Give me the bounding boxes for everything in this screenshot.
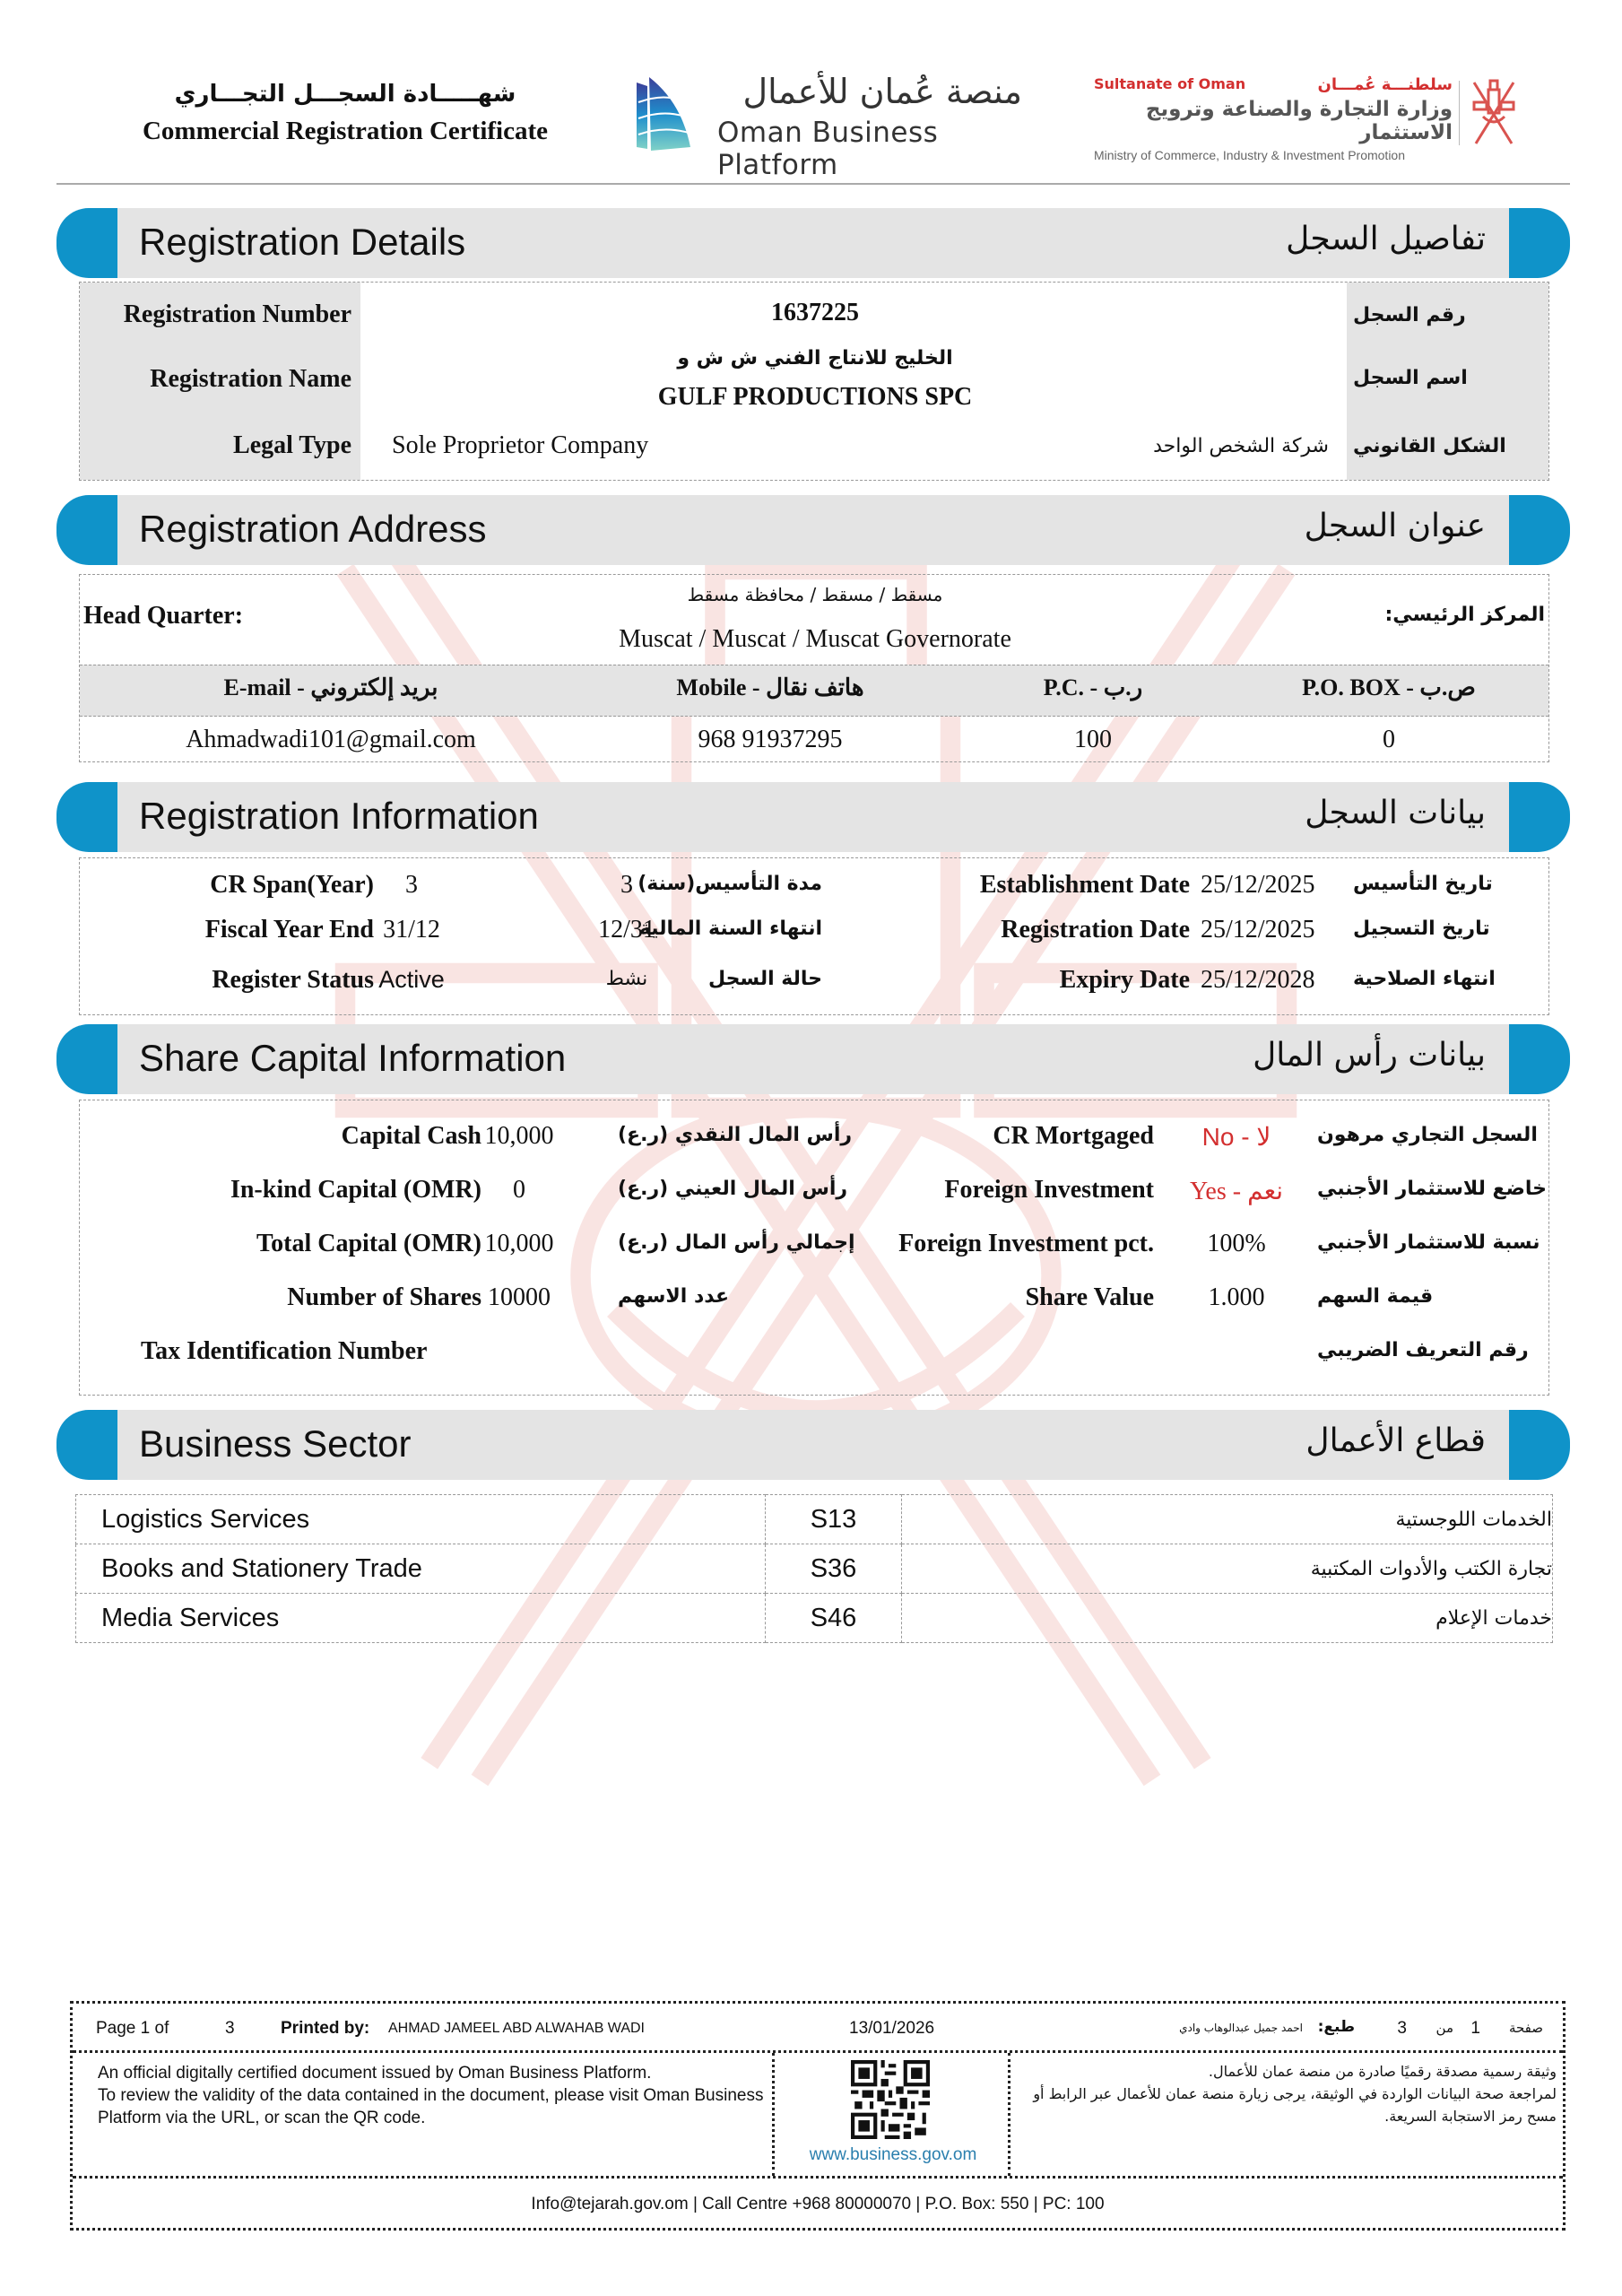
section-title-en: Share Capital Information — [139, 1037, 567, 1079]
section-title-ar: تفاصيل السجل — [1286, 221, 1486, 257]
oman-business-platform-logo — [628, 72, 1040, 181]
page-ar-total: 3 — [1397, 2019, 1407, 2038]
platform-name-ar: منصة عُمان للأعمال — [742, 72, 1022, 111]
section-title-ar: بيانات السجل — [1305, 795, 1486, 831]
section-header-share-capital — [56, 1024, 1570, 1094]
register-status-value: Active — [378, 966, 445, 993]
sector-name-en: Books and Stationery Trade — [76, 1544, 766, 1594]
page-ar-of: من — [1436, 2020, 1453, 2036]
section-title-ar: بيانات رأس المال — [1253, 1037, 1486, 1074]
fiscal-year-end-label: Fiscal Year End — [204, 916, 374, 944]
registration-number-label: Registration Number — [123, 300, 351, 328]
share-value-value: 1.000 — [1208, 1283, 1265, 1311]
foreign-investment-label: Foreign Investment — [944, 1176, 1154, 1204]
expiry-date-label: Expiry Date — [1059, 966, 1190, 994]
section-header-business-sector — [56, 1410, 1570, 1480]
share-value-label-ar: قيمة السهم — [1317, 1285, 1434, 1308]
registration-number-label-ar: رقم السجل — [1353, 304, 1466, 326]
registration-details-box — [79, 282, 1549, 481]
registration-information-box — [79, 857, 1549, 1015]
fiscal-year-end-value-ar: 12/31 — [598, 916, 655, 944]
email-value: Ahmadwadi101@gmail.com — [186, 726, 476, 753]
foreign-investment-pct-value: 100% — [1207, 1230, 1266, 1257]
registration-name-label-ar: اسم السجل — [1353, 367, 1468, 389]
registration-name-label: Registration Name — [150, 365, 351, 393]
number-of-shares-label-ar: عدد الاسهم — [618, 1285, 730, 1308]
certificate-title-ar: شهـــــادة السجـــل التجـــاري — [174, 81, 516, 108]
business-sector-table — [75, 1494, 1553, 1643]
page-total: 3 — [225, 2019, 235, 2038]
head-quarter-label: Head Quarter: — [83, 602, 244, 630]
sail-logo-icon — [628, 75, 699, 152]
footer-print-info — [73, 2004, 1563, 2053]
section-header-registration-address — [56, 495, 1570, 565]
postal-code-value: 100 — [1074, 726, 1112, 753]
foreign-investment-label-ar: خاضع للاستثمار الأجنبي — [1317, 1178, 1547, 1200]
registration-date-label-ar: تاريخ التسجيل — [1353, 918, 1490, 940]
mobile-value: 968 91937295 — [698, 726, 843, 753]
total-capital-value: 10,000 — [484, 1230, 554, 1257]
footer-verification — [73, 2053, 1563, 2179]
establishment-date-value: 25/12/2025 — [1201, 871, 1315, 899]
number-of-shares-value: 10000 — [488, 1283, 551, 1311]
registration-date-label: Registration Date — [1001, 916, 1190, 944]
notice-ar-line-2: لمراجعة صحة البيانات الواردة في الوثيقة، يرجى زيارة منصة عمان للأعمال عبر الرابط أو مسح رمز الاستجابة السريعة. — [1033, 2085, 1557, 2125]
share-value-label: Share Value — [1025, 1283, 1154, 1311]
notice-en-line-1: An official digitally certified document issued by Oman Business Platform. — [98, 2064, 652, 2083]
sector-name-ar: تجارة الكتب والأدوات المكتبية — [902, 1544, 1553, 1594]
sector-name-ar: الخدمات اللوجستية — [902, 1495, 1553, 1544]
sultanate-en: Sultanate of Oman — [1094, 75, 1246, 92]
tax-id-label-ar: رقم التعريف الضريبي — [1317, 1339, 1529, 1361]
contact-header-row — [80, 665, 1548, 717]
table-row — [76, 1594, 1553, 1643]
expiry-date-value: 25/12/2028 — [1201, 966, 1315, 994]
verification-url-link[interactable]: www.business.gov.om — [809, 2145, 977, 2164]
table-row — [76, 1495, 1553, 1544]
ministry-en: Ministry of Commerce, Industry & Investment Promotion — [1094, 148, 1405, 162]
cr-mortgaged-value: No - لا — [1201, 1123, 1271, 1151]
section-header-registration-information — [56, 782, 1570, 852]
capital-cash-label: Capital Cash — [341, 1122, 481, 1150]
foreign-investment-pct-label-ar: نسبة للاستثمار الأجنبي — [1317, 1231, 1540, 1254]
share-capital-box — [79, 1100, 1549, 1396]
fiscal-year-end-label-ar: انتهاء السنة المالية — [638, 918, 822, 940]
tax-id-label: Tax Identification Number — [141, 1337, 428, 1365]
fiscal-year-end-value: 31/12 — [383, 916, 440, 944]
section-title-ar: قطاع الأعمال — [1305, 1422, 1486, 1459]
register-status-value-ar: نشط — [605, 968, 648, 990]
certificate-title — [126, 81, 565, 146]
ministry-logo — [1094, 75, 1453, 162]
section-title-en: Registration Address — [139, 508, 487, 550]
cr-span-value: 3 — [405, 871, 418, 899]
sector-code: S13 — [766, 1495, 902, 1544]
section-title-en: Registration Information — [139, 795, 539, 837]
section-title-ar: عنوان السجل — [1304, 508, 1486, 544]
cr-mortgaged-label: CR Mortgaged — [993, 1122, 1154, 1150]
establishment-date-label: Establishment Date — [979, 871, 1190, 899]
total-capital-label: Total Capital (OMR) — [256, 1230, 481, 1257]
cr-span-label: CR Span(Year) — [210, 871, 374, 899]
qr-code-icon[interactable] — [851, 2060, 930, 2139]
legal-type-value-en: Sole Proprietor Company — [392, 431, 649, 459]
expiry-date-label-ar: انتهاء الصلاحية — [1353, 968, 1496, 990]
mobile-column-header: Mobile - هاتف نقال — [676, 674, 864, 700]
notice-ar — [1019, 2060, 1557, 2127]
print-date: 13/01/2026 — [849, 2019, 935, 2038]
sector-code: S46 — [766, 1594, 902, 1643]
legal-type-label-ar: الشكل القانوني — [1353, 435, 1506, 457]
sector-name-en: Logistics Services — [76, 1495, 766, 1544]
registration-date-value: 25/12/2025 — [1201, 916, 1315, 944]
registration-number-value: 1637225 — [771, 299, 859, 326]
sultanate-ar: سلطنـــة عُمـــان — [1317, 75, 1453, 94]
in-kind-capital-label: In-kind Capital (OMR) — [230, 1176, 481, 1204]
notice-en — [98, 2062, 770, 2129]
number-of-shares-label: Number of Shares — [287, 1283, 481, 1311]
section-title-en: Registration Details — [139, 221, 466, 263]
ministry-ar: وزارة التجارة والصناعة وترويج الاستثمار — [1145, 98, 1453, 144]
postal-code-column-header: P.C. - ر.ب — [1043, 674, 1143, 700]
in-kind-capital-label-ar: رأس المال العيني (ر.ع) — [618, 1178, 848, 1200]
footer-contact: Info@tejarah.gov.om | Call Centre +968 80000070 | P.O. Box: 550 | PC: 100 — [531, 2195, 1105, 2213]
capital-cash-label-ar: رأس المال النقدي (ر.ع) — [618, 1124, 853, 1146]
cr-mortgaged-label-ar: السجل التجاري مرهون — [1317, 1124, 1538, 1146]
po-box-column-header: P.O. BOX - ص.ب — [1302, 674, 1476, 700]
capital-cash-value: 10,000 — [484, 1122, 554, 1150]
registration-name-value-en: GULF PRODUCTIONS SPC — [657, 383, 973, 411]
email-column-header: E-mail - بريد إلكتروني — [223, 674, 438, 700]
registration-name-value-ar: الخليج للانتاج الفني ش ش و — [677, 347, 953, 370]
notice-ar-line-1: وثيقة رسمية مصدقة رقميًا صادرة من منصة عمان للأعمال. — [1208, 2063, 1557, 2080]
cr-span-label-ar: مدة التأسيس(سنة) — [638, 873, 822, 895]
foreign-investment-value: Yes - نعم — [1189, 1178, 1283, 1205]
page-ar-current: 1 — [1470, 2019, 1480, 2038]
oman-emblem-icon — [1467, 77, 1521, 149]
sector-name-en: Media Services — [76, 1594, 766, 1643]
in-kind-capital-value: 0 — [513, 1176, 525, 1204]
notice-en-line-2: To review the validity of the data contained in the document, please visit Oman Business Platform via the URL, or scan the QR code. — [98, 2086, 764, 2127]
establishment-date-label-ar: تاريخ التأسيس — [1353, 873, 1493, 895]
document-header — [0, 0, 1622, 188]
po-box-value: 0 — [1383, 726, 1395, 753]
register-status-label: Register Status — [212, 966, 374, 994]
head-quarter-value-ar: مسقط / مسقط / محافظة مسقط — [687, 584, 943, 605]
printed-by-value: AHMAD JAMEEL ABD ALWAHAB WADI — [388, 2021, 645, 2036]
section-title-en: Business Sector — [139, 1422, 412, 1465]
document-footer — [70, 2001, 1566, 2231]
certificate-title-en: Commercial Registration Certificate — [142, 117, 548, 145]
total-capital-label-ar: إجمالي رأس المال (ر.ع) — [618, 1231, 855, 1254]
sector-code: S36 — [766, 1544, 902, 1594]
printed-by-ar-label: طبع: — [1317, 2018, 1355, 2036]
printed-by-ar-value: احمد جميل عبدالوهاب وادي — [1179, 2022, 1303, 2034]
page-label: Page 1 of — [96, 2019, 169, 2038]
logo-divider — [1459, 81, 1460, 145]
foreign-investment-pct-label: Foreign Investment pct. — [898, 1230, 1154, 1257]
page-ar-label: صفحة — [1508, 2020, 1543, 2036]
platform-name-en: Oman Business Platform — [717, 117, 939, 181]
cr-span-value-ar: 3 — [620, 871, 633, 899]
header-divider — [56, 183, 1570, 185]
register-status-label-ar: حالة السجل — [707, 968, 822, 990]
printed-by-label: Printed by: — [281, 2019, 370, 2038]
section-header-registration-details — [56, 208, 1570, 278]
head-quarter-value-en: Muscat / Muscat / Muscat Governorate — [619, 625, 1011, 653]
table-row — [76, 1544, 1553, 1594]
legal-type-label: Legal Type — [233, 431, 351, 459]
sector-name-ar: خدمات الإعلام — [902, 1594, 1553, 1643]
registration-address-box — [79, 574, 1549, 762]
legal-type-value-ar: شركة الشخص الواحد — [1153, 435, 1329, 457]
head-quarter-label-ar: المركز الرئيسي: — [1384, 604, 1545, 626]
